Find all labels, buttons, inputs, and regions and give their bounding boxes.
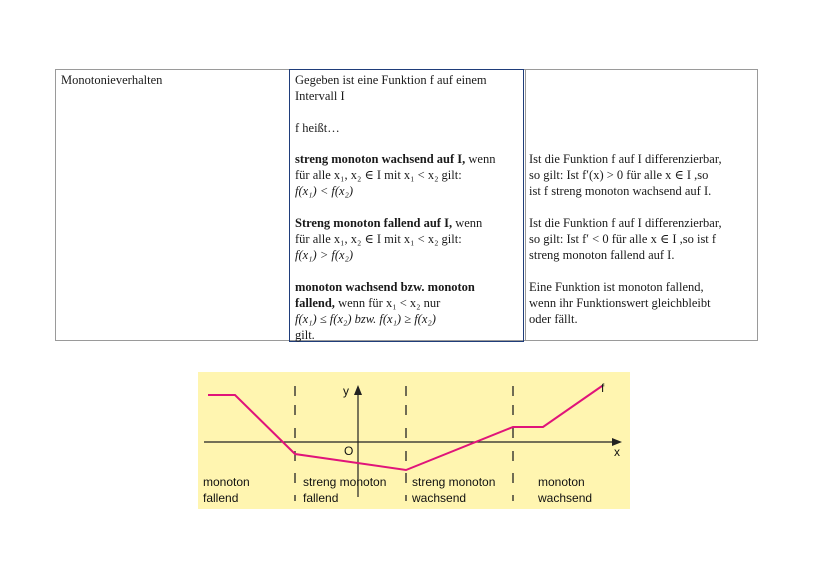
region-1-line1: monoton [203,475,250,489]
row1-definition-connector: wenn [465,152,496,166]
row2-definition-line2: für alle x₁, x₂ ∈ I mit x₁ < x₂ gilt: [295,232,462,246]
row2-definition-line1 [295,216,482,231]
row2-criterion-line1: Ist die Funktion f auf I differenzierbar, [529,216,722,230]
function-label: f [601,381,605,395]
region-4-line2: wachsend [538,491,593,505]
row3-criterion-line3: oder fällt. [529,312,578,326]
row1-criterion-line1: Ist die Funktion f auf I differenzierbar, [529,152,722,166]
x-axis-label: x [614,445,620,459]
row3-definition-term-line1: monoton wachsend bzw. monoton [295,280,475,294]
heisst-text: f heißt… [295,121,340,135]
row3-definition-connector: wenn für x₁ < x₂ nur [334,296,441,310]
origin-label: O [344,444,354,458]
y-axis-arrow [354,385,362,395]
region-3-line2: wachsend [412,491,467,505]
region-2-line1: streng monoton [303,475,387,489]
row1-criterion-line2: so gilt: Ist f′(x) > 0 für alle x ∈ I ,so [529,168,709,182]
region-4-line1: monoton [538,475,585,489]
row1-definition-line1 [295,152,495,167]
row2-definition-term: Streng monoton fallend auf I, [295,216,453,230]
y-axis-label: y [343,384,349,398]
region-3-line1: streng monoton [412,475,496,489]
row2-criterion-line3: streng monoton fallend auf I. [529,248,675,262]
row3-definition-line4: gilt. [295,328,315,342]
intro-line-1: Gegeben ist eine Funktion f auf einem [295,73,487,87]
column-divider-2 [525,70,526,340]
function-f-curve [208,386,602,470]
row2-definition-formula: f(x₁) > f(x₂) [295,248,354,262]
topic-cell: Monotonieverhalten [61,73,163,87]
row1-definition-formula: f(x₁) < f(x₂) [295,184,354,198]
row2-definition-connector: wenn [452,216,483,230]
row3-criterion-line2: wenn ihr Funktionswert gleichbleibt [529,296,711,310]
region-2-line2: fallend [303,491,339,505]
intro-line-2: Intervall I [295,89,345,103]
region-1-line2: fallend [203,491,239,505]
row3-definition-term-line2: fallend, [295,296,335,310]
row3-definition-line2 [295,296,440,311]
row1-definition-line2: für alle x₁, x₂ ∈ I mit x₁ < x₂ gilt: [295,168,462,182]
row3-definition-formula: f(x₁) ≤ f(x₂) bzw. f(x₁) ≥ f(x₂) [295,312,436,326]
row1-criterion-line3: ist f streng monoton wachsend auf I. [529,184,712,198]
row2-criterion-line2: so gilt: Ist f′ < 0 für alle x ∈ I ,so ist f [529,232,717,246]
row3-criterion-line1: Eine Funktion ist monoton fallend, [529,280,704,294]
row1-definition-term: streng monoton wachsend auf I, [295,152,466,166]
monotonicity-diagram [198,372,630,509]
